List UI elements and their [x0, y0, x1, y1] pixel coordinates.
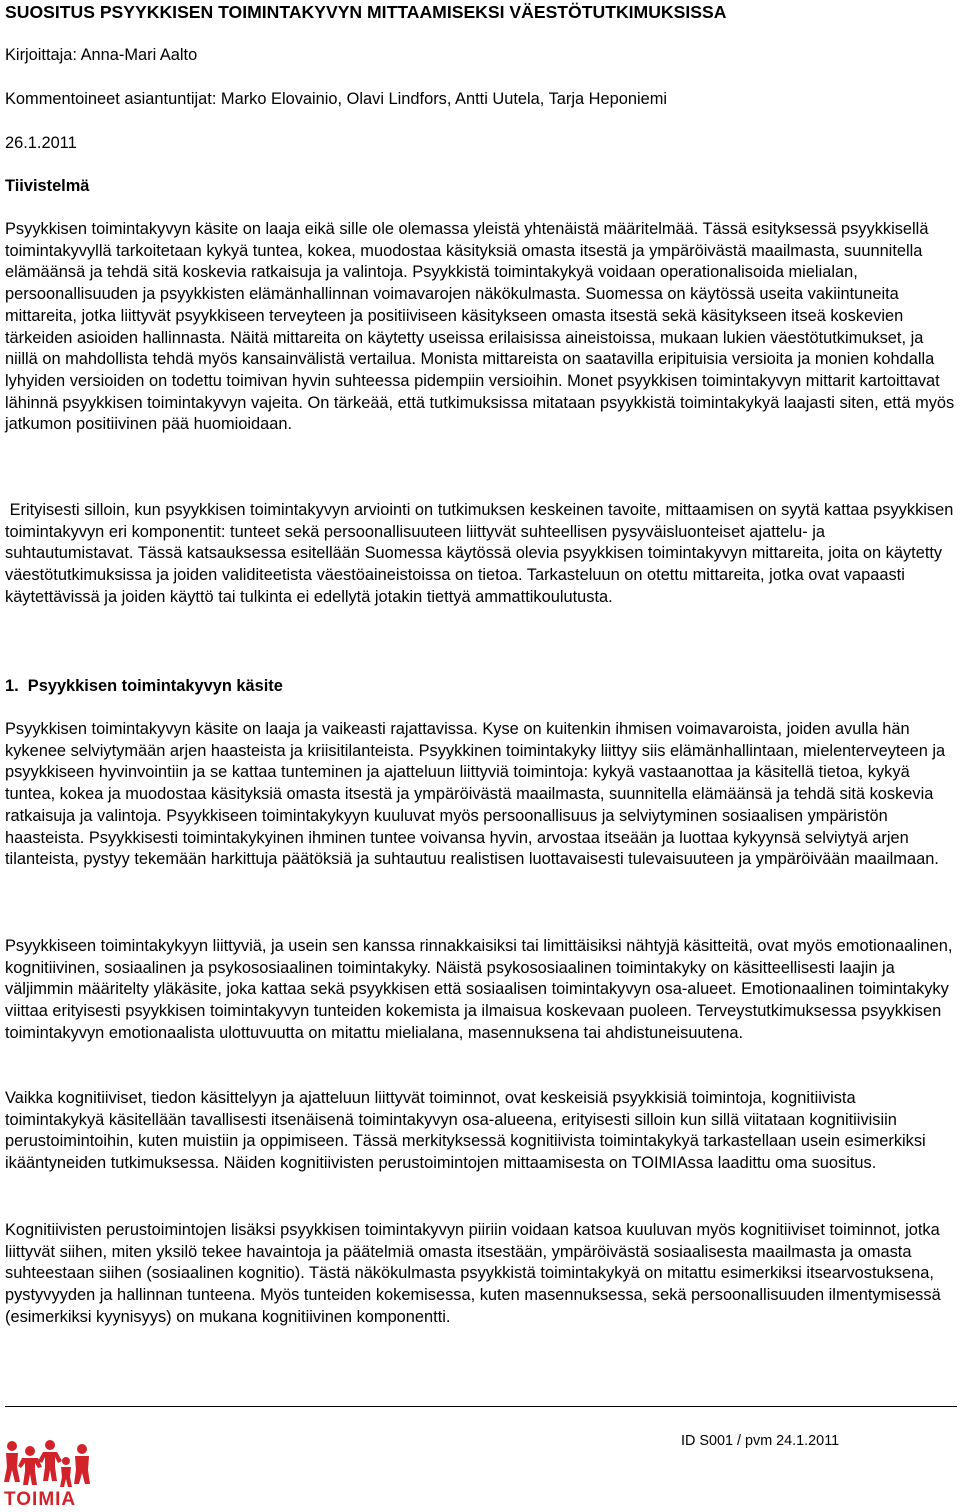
document-title: SUOSITUS PSYYKKISEN TOIMINTAKYVYN MITTAAMISEKSI VÄESTÖTUTKIMUKSISSA	[5, 2, 727, 22]
document-date: 26.1.2011	[5, 134, 77, 152]
summary-heading: Tiivistelmä	[5, 177, 90, 195]
footer-document-id: ID S001 / pvm 24.1.2011	[681, 1433, 840, 1449]
section-paragraph: Vaikka kognitiiviset, tiedon käsittelyyn ja ajatteluun liittyvät toiminnot, ovat keskeisiä psyykkisiä toimintoja, kognitiivista toimintakykyä käsitellään tavallisesti itsenäisenä toimintakyvyn osa-alueena, erityisesti silloin kun sillä viitataan kognitiivisiin perustoimintoihin, kuten muistiin ja oppimiseen. Tässä merkityksessä kognitiivista toimintakykyä tarkastellaan usein esimerkiksi ikääntyneiden tutkimuksessa. Näiden kognitiivisten perustoimintojen mittaamisesta on TOIMIAssa laadittu oma suositus.	[5, 1089, 926, 1173]
summary-paragraph: Erityisesti silloin, kun psyykkisen toimintakyvyn arviointi on tutkimuksen keskeinen tavoite, mittaamisen on syytä kattaa psyykkisen toimintakyvyn eri komponentit: tunteet sekä persoonallisuuteen liittyvät suhteellisen pysyväisluonteiset ajattelu- ja suhtautumistavat. Tässä katsauksessa esitellään Suomessa käytössä olevia psyykkisen toimintakyvyn mittareita, joita on käytetty väestötutkimuksissa ja joiden validiteetista väestöaineistoissa on tietoa. Tarkasteluun on otettu mittareita, jotka ovat vapaasti käytettävissä ja joiden käyttö tai tulkinta ei edellytä jotakin tiettyä ammattikoulutusta.	[5, 501, 958, 606]
section-paragraph: Psyykkisen toimintakyvyn käsite on laaja ja vaikeasti rajattavissa. Kyse on kuitenkin ihmisen voimavaroista, joiden avulla hän kykenee selviytymään arjen haasteista ja kriisitilanteista. Psyykkinen toimintakyky liittyy siis elämänhallintaan, mielenterveyteen ja psyykkiseen hyvinvointiin ja se kattaa tunteminen ja ajatteluun liittyviä toimintoja: kykyä vastaanottaa ja käsitellä tietoa, kykyä tuntea, kokea ja muodostaa käsityksiä omasta itsestä ja ympäröivästä maailmasta, suunnitella elämäänsä ja tehdä sitä koskevia ratkaisuja ja valintoja. Psyykkiseen toimintakykyyn kuuluvat myös persoonallisuus ja selviytyminen sosiaalisen ympäristön haasteista. Psyykkisesti toimintakykyinen ihminen tuntee voivansa hyvin, arvostaa itseään ja luottaa kykyynsä selviytyä arjen tilanteista, pystyy tekemään harkittuja päätöksiä ja suhtautuu realistisen luottavaisesti tulevaisuuteen ja ympäröivään maailmaan.	[5, 720, 946, 869]
footer-divider	[5, 1406, 957, 1407]
people-figures-icon	[4, 1437, 94, 1489]
summary-paragraph: Psyykkisen toimintakyvyn käsite on laaja eikä sille ole olemassa yleistä yhtenäistä määritelmää. Tässä esityksessä psyykkisellä toimintakyvyllä tarkoitetaan kykyä tuntea, kokea, muodostaa käsityksiä omasta itsestä ja ympäröivästä maailmasta, suunnitella elämäänsä ja tehdä sitä koskevia ratkaisuja ja valintoja. Psyykkistä toimintakykyä voidaan operationalisoida mielialan, persoonallisuuden ja psyykkisten elämänhallinnan voimavarojen näkökulmasta. Suomessa on käytössä useita vakiintuneita mittareita, jotka liittyvät psyykkiseen terveyteen ja positiiviseen käsitykseen omasta itsestä sekä käsitykseen itseä koskevien tärkeiden asioiden hallinnasta. Näitä mittareita on käytetty useissa erilaisissa aineistoissa, mukaan lukien väestötutkimukset, ja niillä on mahdollista tehdä myös kansainvälistä vertailua. Monista mittareista on saatavilla eripituisia versioita ja monien kohdalla lyhyiden versioiden on todettu toimivan hyvin suhteessa pidempiin versioihin. Monet psyykkisen toimintakyvyn mittarit kartoittavat lähinnä psyykkisen toimintakyvyn vajeita. On tärkeää, että tutkimuksissa mitataan psyykkistä toimintakykyä laajasti siten, että myös jatkumon positiivinen pää huomioidaan.	[5, 220, 955, 434]
section-paragraph: Kognitiivisten perustoimintojen lisäksi psyykkisen toimintakyvyn piiriin voidaan katsoa kuuluvan myös kognitiiviset toiminnot, jotka liittyvät siihen, miten yksilö tekee havaintoja ja päätelmiä omasta itsestään, ympäröivästä sosiaalisesta maailmasta ja omasta suhteestaan siihen (sosiaalinen kognitio). Tästä näkökulmasta psyykkistä toimintakykyä on mitattu esimerkiksi itsearvostuksena, pystyvyyden ja hallinnan tunteena. Myös tunteiden kokemisessa, kuten masennuksessa, sekä persoonallisuuden ilmentymisessä (esimerkiksi kyynisyys) on mukana kognitiivinen komponentti.	[5, 1221, 941, 1326]
author-line: Kirjoittaja: Anna-Mari Aalto	[5, 46, 198, 64]
section-heading: 1. Psyykkisen toimintakyvyn käsite	[5, 677, 283, 695]
section-paragraph: Psyykkiseen toimintakykyyn liittyviä, ja usein sen kanssa rinnakkaisiksi tai limittäisiksi nähtyjä käsitteitä, ovat myös emotionaalinen, kognitiivinen, sosiaalinen ja psykososiaalinen toimintakyky. Näistä psykososiaalinen toimintakyky on käsitteellisesti laajin ja väljimmin määritelty yläkäsite, joka kattaa sekä psyykkisen että sosiaalisen toimintakyvyn osa-alueet. Emotionaalinen toimintakyky viittaa erityisesti psyykkisen toimintakyvyn tunteiden kokemista ja ilmaisua koskevaan puoleen. Terveystutkimuksessa psyykkisen toimintakyvyn emotionaalista ulottuvuutta on mitattu mielialana, masennuksena tai ahdistuneisuutena.	[5, 937, 953, 1042]
commenters-line: Kommentoineet asiantuntijat: Marko Elovainio, Olavi Lindfors, Antti Uutela, Tarja Heponiemi	[5, 90, 668, 108]
toimia-logo	[4, 1437, 94, 1511]
logo-wordmark: TOIMIA	[4, 1489, 77, 1510]
